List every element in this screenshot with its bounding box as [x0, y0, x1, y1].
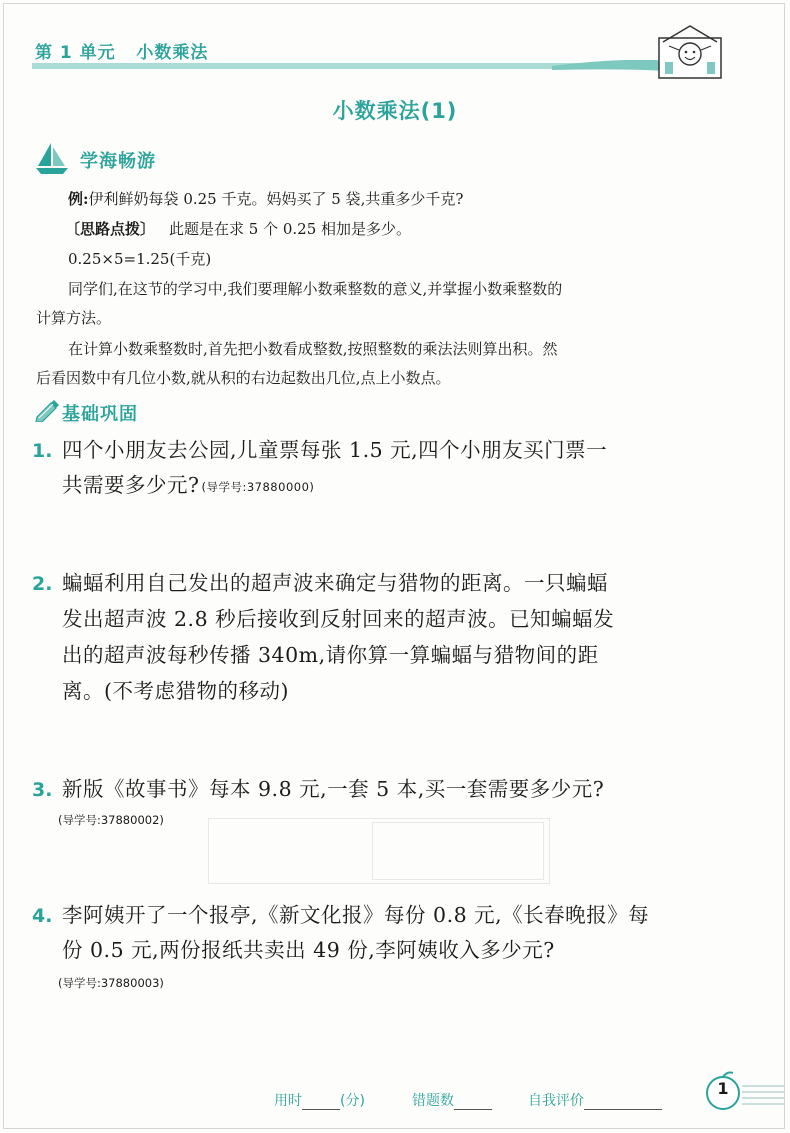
- lesson-title: 小数乘法(1): [332, 99, 458, 123]
- question-4-line1: 李阿姨开了一个报亭,《新文化报》每份 0.8 元,《长春晚报》每: [62, 903, 650, 927]
- question-2-number: 2.: [32, 573, 53, 595]
- question-1-line1: 四个小朋友去公园,儿童票每张 1.5 元,四个小朋友买门票一: [62, 438, 608, 462]
- section-title-basic: 基础巩固: [62, 404, 138, 425]
- question-1-line2-text: 共需要多少元?: [62, 473, 200, 497]
- footer-self-eval: [528, 1090, 662, 1110]
- hint-text: 此题是在求 5 个 0.25 相加是多少。: [169, 220, 412, 238]
- para1-line2: 计算方法。: [36, 309, 112, 327]
- question-4-guide: (导学号:37880003): [58, 976, 164, 990]
- question-1-number: 1.: [32, 440, 53, 462]
- staff-lines-icon: [742, 1080, 784, 1110]
- hint-label: 〔思路点拨〕: [65, 220, 156, 238]
- mascot-icon: [655, 22, 725, 80]
- errors-blank[interactable]: [454, 1095, 492, 1110]
- question-3-line1: 新版《故事书》每本 9.8 元,一套 5 本,买一套需要多少元?: [62, 777, 605, 801]
- hint-line: [65, 218, 411, 241]
- formula: 0.25×5=1.25(千克): [68, 250, 212, 268]
- question-2-line3: 出的超声波每秒传播 340m,请你算一算蝙蝠与猎物间的距: [62, 643, 599, 667]
- section-title-learn: 学海畅游: [80, 151, 156, 172]
- question-2-line1: 蝙蝠利用自己发出的超声波来确定与猎物的距离。一只蝙蝠: [62, 571, 608, 595]
- para2-line2: 后看因数中有几位小数,就从积的右边起数出几位,点上小数点。: [36, 369, 451, 387]
- time-unit: (分): [340, 1093, 365, 1109]
- question-4-line2: 份 0.5 元,两份报纸共卖出 49 份,李阿姨收入多少元?: [62, 938, 555, 962]
- unit-title: 第 1 单元 小数乘法: [35, 43, 209, 63]
- question-3-guide: (导学号:37880002): [58, 813, 164, 827]
- question-2-line2: 发出超声波 2.8 秒后接收到反射回来的超声波。已知蝙蝠发: [62, 607, 615, 631]
- self-eval-blank[interactable]: [584, 1095, 662, 1110]
- example-line: [68, 188, 463, 211]
- time-blank[interactable]: [302, 1095, 340, 1110]
- self-eval-label: 自我评价: [528, 1093, 584, 1109]
- question-1-line2: [62, 470, 314, 502]
- question-4-number: 4.: [32, 905, 53, 927]
- question-3-number: 3.: [32, 779, 53, 801]
- errors-label: 错题数: [412, 1093, 454, 1109]
- time-label: 用时: [274, 1093, 302, 1109]
- header-band: [32, 60, 682, 74]
- sailboat-icon: [34, 140, 70, 176]
- question-1-guide: (导学号:37880000): [201, 479, 315, 494]
- para2-line1: 在计算小数乘整数时,首先把小数看成整数,按照整数的乘法法则算出积。然: [68, 340, 558, 358]
- page-number: 1: [717, 1079, 729, 1098]
- footer-errors: [412, 1090, 492, 1110]
- example-label: 例:: [68, 190, 89, 208]
- footer-time: [274, 1090, 365, 1110]
- pencil-icon: [34, 398, 60, 422]
- faint-inner-box: [372, 822, 544, 880]
- example-text: 伊利鲜奶每袋 0.25 千克。妈妈买了 5 袋,共重多少千克?: [88, 190, 464, 208]
- para1-line1: 同学们,在这节的学习中,我们要理解小数乘整数的意义,并掌握小数乘整数的: [68, 280, 563, 298]
- question-2-line4: 离。(不考虑猎物的移动): [62, 679, 289, 703]
